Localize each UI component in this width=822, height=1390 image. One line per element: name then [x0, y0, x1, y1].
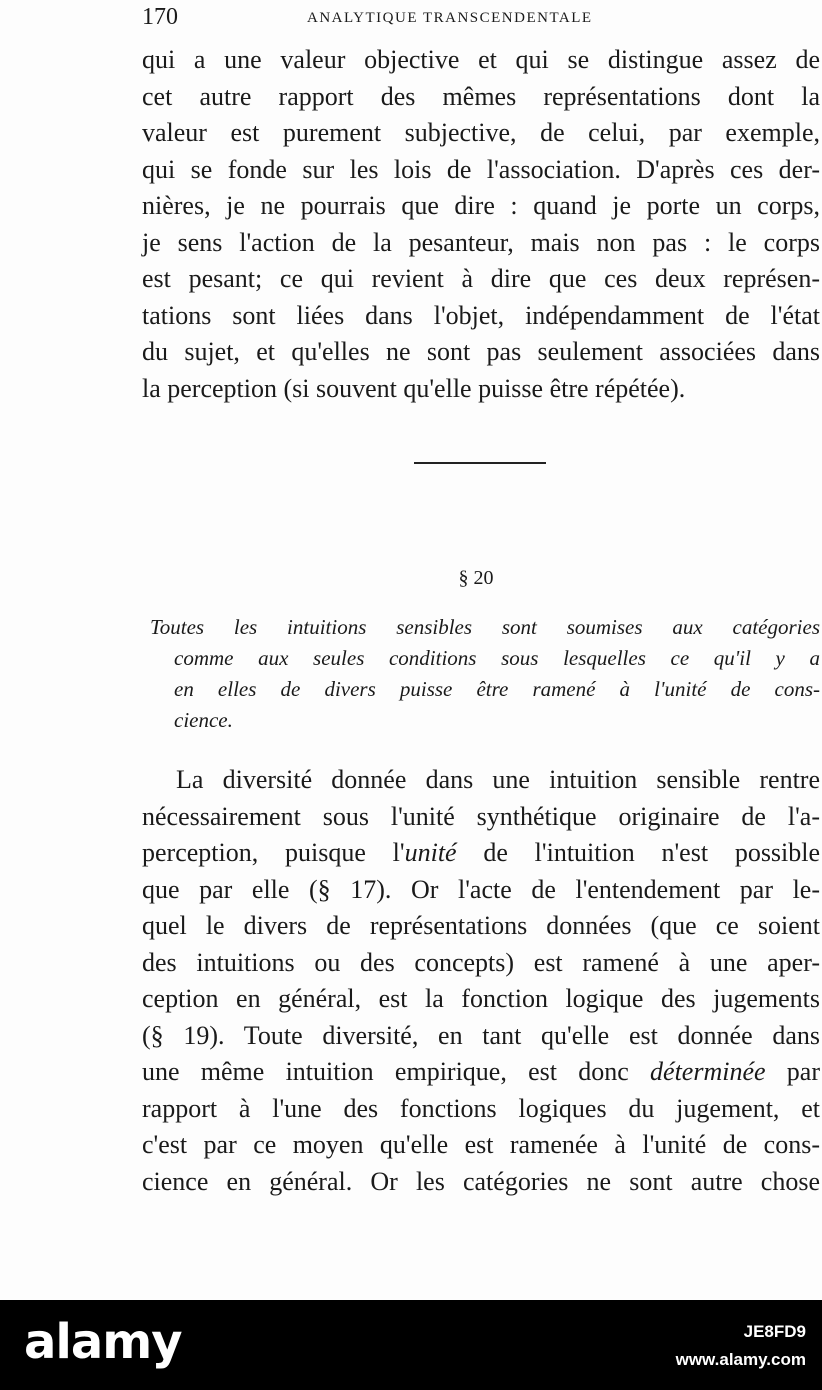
summary-line: comme aux seules conditions sous lesquelles ce qu'il y a: [174, 646, 820, 670]
text-line: du sujet, et qu'elles ne sont pas seulement associées dans: [142, 337, 820, 366]
paragraph-main: [142, 762, 820, 1200]
alamy-logo: alamy: [24, 1314, 182, 1370]
section-number-text: § 20: [458, 567, 494, 589]
text-line: c'est par ce moyen qu'elle est ramenée à l'unité de cons-: [142, 1130, 820, 1159]
section-divider: [414, 462, 546, 464]
text-line: ception en général, est la fonction logique des jugements: [142, 984, 820, 1013]
italic-term: déterminée: [650, 1057, 766, 1086]
text-line: (§ 19). Toute diversité, en tant qu'elle est donnée dans: [142, 1020, 820, 1050]
page-number: 170: [142, 4, 178, 30]
text-segment: une même intuition empirique, est donc: [142, 1057, 629, 1086]
text-line-mixed: [142, 1054, 820, 1091]
text-line: cience en général. Or les catégories ne sont autre chose: [142, 1166, 820, 1196]
text-line: qui a une valeur objective et qui se distingue assez de: [142, 45, 820, 74]
summary-line: en elles de divers puisse être ramené à l'unité de cons-: [174, 677, 820, 701]
text-line: valeur est purement subjective, de celui, par exemple,: [142, 118, 820, 147]
section-number: [0, 567, 822, 590]
page-header: [142, 4, 820, 30]
text-line: La diversité donnée dans une intuition sensible rentre: [176, 765, 820, 794]
running-title: ANALYTIQUE TRANSCENDENTALE: [307, 10, 593, 26]
summary-line: Toutes les intuitions sensibles sont soumises aux catégories: [150, 615, 820, 639]
text-segment: l': [392, 838, 405, 867]
text-line: est pesant; ce qui revient à dire que ces deux représen-: [142, 264, 820, 293]
text-line: nières, je ne pourrais que dire : quand je porte un corps,: [142, 191, 820, 220]
text-line: nécessairement sous l'unité synthétique originaire de l'a-: [142, 801, 820, 831]
paragraph-continued: [142, 42, 820, 407]
text-line-mixed: [142, 835, 820, 872]
text-line: je sens l'action de la pesanteur, mais non pas : le corps: [142, 227, 820, 257]
text-line: que par elle (§ 17). Or l'acte de l'entendement par le-: [142, 874, 820, 904]
text-segment: perception, puisque: [142, 838, 366, 867]
text-line: quel le divers de représentations données (que ce soient: [142, 911, 820, 940]
text-segment: par: [786, 1057, 820, 1086]
section-summary: [150, 612, 820, 736]
text-line: rapport à l'une des fonctions logiques du jugement, et: [142, 1093, 820, 1123]
summary-line: cience.: [174, 708, 233, 732]
italic-term: unité: [404, 838, 457, 867]
text-segment: de l'intuition n'est possible: [483, 838, 821, 867]
site-url: www.alamy.com: [675, 1350, 806, 1369]
text-line: la perception (si souvent qu'elle puisse être répétée).: [142, 373, 686, 403]
text-line: cet autre rapport des mêmes représentations dont la: [142, 81, 820, 111]
image-id: JE8FD9: [743, 1322, 806, 1341]
text-line: des intuitions ou des concepts) est ramené à une aper-: [142, 947, 820, 977]
text-line: tations sont liées dans l'objet, indépendamment de l'état: [142, 300, 820, 330]
watermark-bar: [0, 1300, 822, 1390]
text-line: qui se fonde sur les lois de l'association. D'après ces der-: [142, 154, 820, 184]
